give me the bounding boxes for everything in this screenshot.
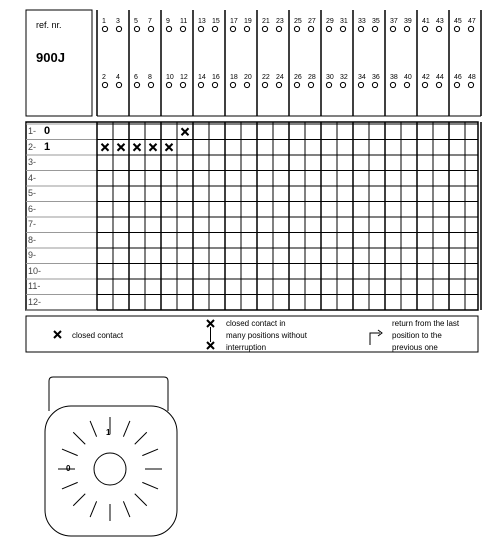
terminal-dot <box>180 82 185 87</box>
terminal-dot <box>436 82 441 87</box>
ref-value: 900J <box>36 50 65 65</box>
terminal-dot <box>294 82 299 87</box>
terminal-header <box>26 10 481 116</box>
terminal-dot <box>134 26 139 31</box>
terminal-number: 7 <box>148 18 152 25</box>
row-label: 9- <box>28 250 37 260</box>
terminal-number: 37 <box>390 18 398 25</box>
closed-contact-mark <box>118 144 125 151</box>
terminal-number: 39 <box>404 18 412 25</box>
terminal-number: 5 <box>134 18 138 25</box>
terminal-number: 35 <box>372 18 380 25</box>
closed-contact-icon <box>54 331 61 338</box>
row-label: 4- <box>28 172 37 183</box>
terminal-dot <box>262 26 267 31</box>
row-label: 8- <box>28 234 37 245</box>
terminal-dot <box>468 26 473 31</box>
terminal-number: 41 <box>422 18 430 25</box>
terminal-dot <box>116 82 121 87</box>
terminal-number: 15 <box>212 18 220 25</box>
terminal-number: 40 <box>404 74 412 81</box>
row-label: 12- <box>28 296 42 307</box>
terminal-dot <box>436 26 441 31</box>
terminal-dot <box>180 26 185 31</box>
closed-contact-mark <box>134 144 141 151</box>
terminal-number: 12 <box>180 74 188 81</box>
terminal-number: 16 <box>212 74 220 81</box>
terminal-dot <box>468 82 473 87</box>
terminal-dot <box>134 82 139 87</box>
dial-knob <box>94 453 126 485</box>
terminal-dot <box>230 26 235 31</box>
row-position: 1 <box>44 140 51 153</box>
row-label: 7- <box>28 219 37 229</box>
terminal-number: 6 <box>134 74 138 81</box>
terminal-dot <box>102 82 107 87</box>
terminal-number: 45 <box>454 18 462 25</box>
terminal-number: 38 <box>390 74 398 81</box>
dial-position-0: 0 <box>66 464 71 473</box>
terminal-dot <box>358 82 363 87</box>
terminal-dot <box>326 82 331 87</box>
terminal-number: 10 <box>166 74 174 81</box>
terminal-dot <box>276 82 281 87</box>
terminal-number: 11 <box>180 18 188 25</box>
legend-return-text: return from the last position to the previous one <box>392 319 460 352</box>
legend-closed-text: closed contact <box>72 331 124 340</box>
terminal-dot <box>230 82 235 87</box>
terminal-number: 24 <box>276 74 284 81</box>
terminal-dot <box>116 26 121 31</box>
terminal-number: 44 <box>436 74 444 81</box>
closed-contact-mark <box>150 144 157 151</box>
row-position: 0 <box>44 125 51 137</box>
row-label: 11- <box>28 281 41 291</box>
terminal-number: 19 <box>244 18 252 25</box>
terminal-dot <box>166 26 171 31</box>
return-arrow-icon <box>370 330 382 345</box>
terminal-dot <box>198 82 203 87</box>
terminal-dot <box>244 26 249 31</box>
terminal-number: 4 <box>116 74 120 81</box>
terminal-number: 46 <box>454 74 462 81</box>
terminal-dot <box>308 26 313 31</box>
terminal-dot <box>454 26 459 31</box>
terminal-number: 26 <box>294 74 302 81</box>
row-label: 6- <box>28 203 37 214</box>
terminal-dot <box>198 26 203 31</box>
terminal-dot <box>372 26 377 31</box>
closed-contact-mark <box>182 128 189 135</box>
terminal-number: 36 <box>372 74 380 81</box>
terminal-number: 30 <box>326 74 334 81</box>
terminal-number: 28 <box>308 74 316 81</box>
terminal-dot <box>372 82 377 87</box>
terminal-number: 1 <box>102 18 106 25</box>
terminal-number: 34 <box>358 74 366 81</box>
terminal-number: 20 <box>244 74 252 81</box>
closed-contact-mark <box>166 144 173 151</box>
terminal-dot <box>212 26 217 31</box>
terminal-dot <box>390 82 395 87</box>
terminal-number: 33 <box>358 18 366 25</box>
terminal-number: 17 <box>230 18 238 25</box>
terminal-number: 3 <box>116 18 120 25</box>
row-label: 3- <box>28 157 37 167</box>
terminal-number: 8 <box>148 74 152 81</box>
terminal-dot <box>148 82 153 87</box>
ref-label: ref. nr. <box>36 20 62 30</box>
terminal-dot <box>422 82 427 87</box>
terminal-number: 29 <box>326 18 334 25</box>
terminal-number: 14 <box>198 74 206 81</box>
terminal-dot <box>454 82 459 87</box>
contact-grid <box>26 122 481 310</box>
multi-contact-icon <box>207 320 214 349</box>
terminal-dot <box>422 26 427 31</box>
terminal-dot <box>148 26 153 31</box>
terminal-dot <box>262 82 267 87</box>
terminal-number: 18 <box>230 74 238 81</box>
terminal-dot <box>102 26 107 31</box>
terminal-number: 23 <box>276 18 284 25</box>
closed-contact-mark <box>102 144 109 151</box>
terminal-number: 21 <box>262 18 270 25</box>
dial <box>45 377 177 536</box>
terminal-dot <box>276 26 281 31</box>
terminal-number: 13 <box>198 18 206 25</box>
terminal-number: 27 <box>308 18 316 25</box>
terminal-dot <box>166 82 171 87</box>
terminal-number: 43 <box>436 18 444 25</box>
terminal-number: 9 <box>166 18 170 25</box>
terminal-dot <box>340 82 345 87</box>
terminal-number: 48 <box>468 74 476 81</box>
terminal-dot <box>390 26 395 31</box>
dial-position-1: 1 <box>106 428 111 437</box>
terminal-number: 2 <box>102 74 106 81</box>
legend-multi-text: closed contact in many positions without interruption <box>226 319 307 352</box>
terminal-dot <box>340 26 345 31</box>
row-label: 5- <box>28 188 37 198</box>
terminal-number: 25 <box>294 18 302 25</box>
terminal-dot <box>212 82 217 87</box>
row-label: 10- <box>28 265 42 276</box>
terminal-number: 32 <box>340 74 348 81</box>
terminal-number: 31 <box>340 18 348 25</box>
terminal-number: 22 <box>262 74 270 81</box>
terminal-dot <box>308 82 313 87</box>
terminal-dot <box>404 26 409 31</box>
terminal-dot <box>358 26 363 31</box>
terminal-dot <box>244 82 249 87</box>
terminal-dot <box>294 26 299 31</box>
row-label: 1- <box>28 126 37 136</box>
terminal-number: 47 <box>468 18 476 25</box>
terminal-number: 42 <box>422 74 430 81</box>
row-label: 2- <box>28 141 37 152</box>
terminal-dot <box>326 26 331 31</box>
terminal-dot <box>404 82 409 87</box>
